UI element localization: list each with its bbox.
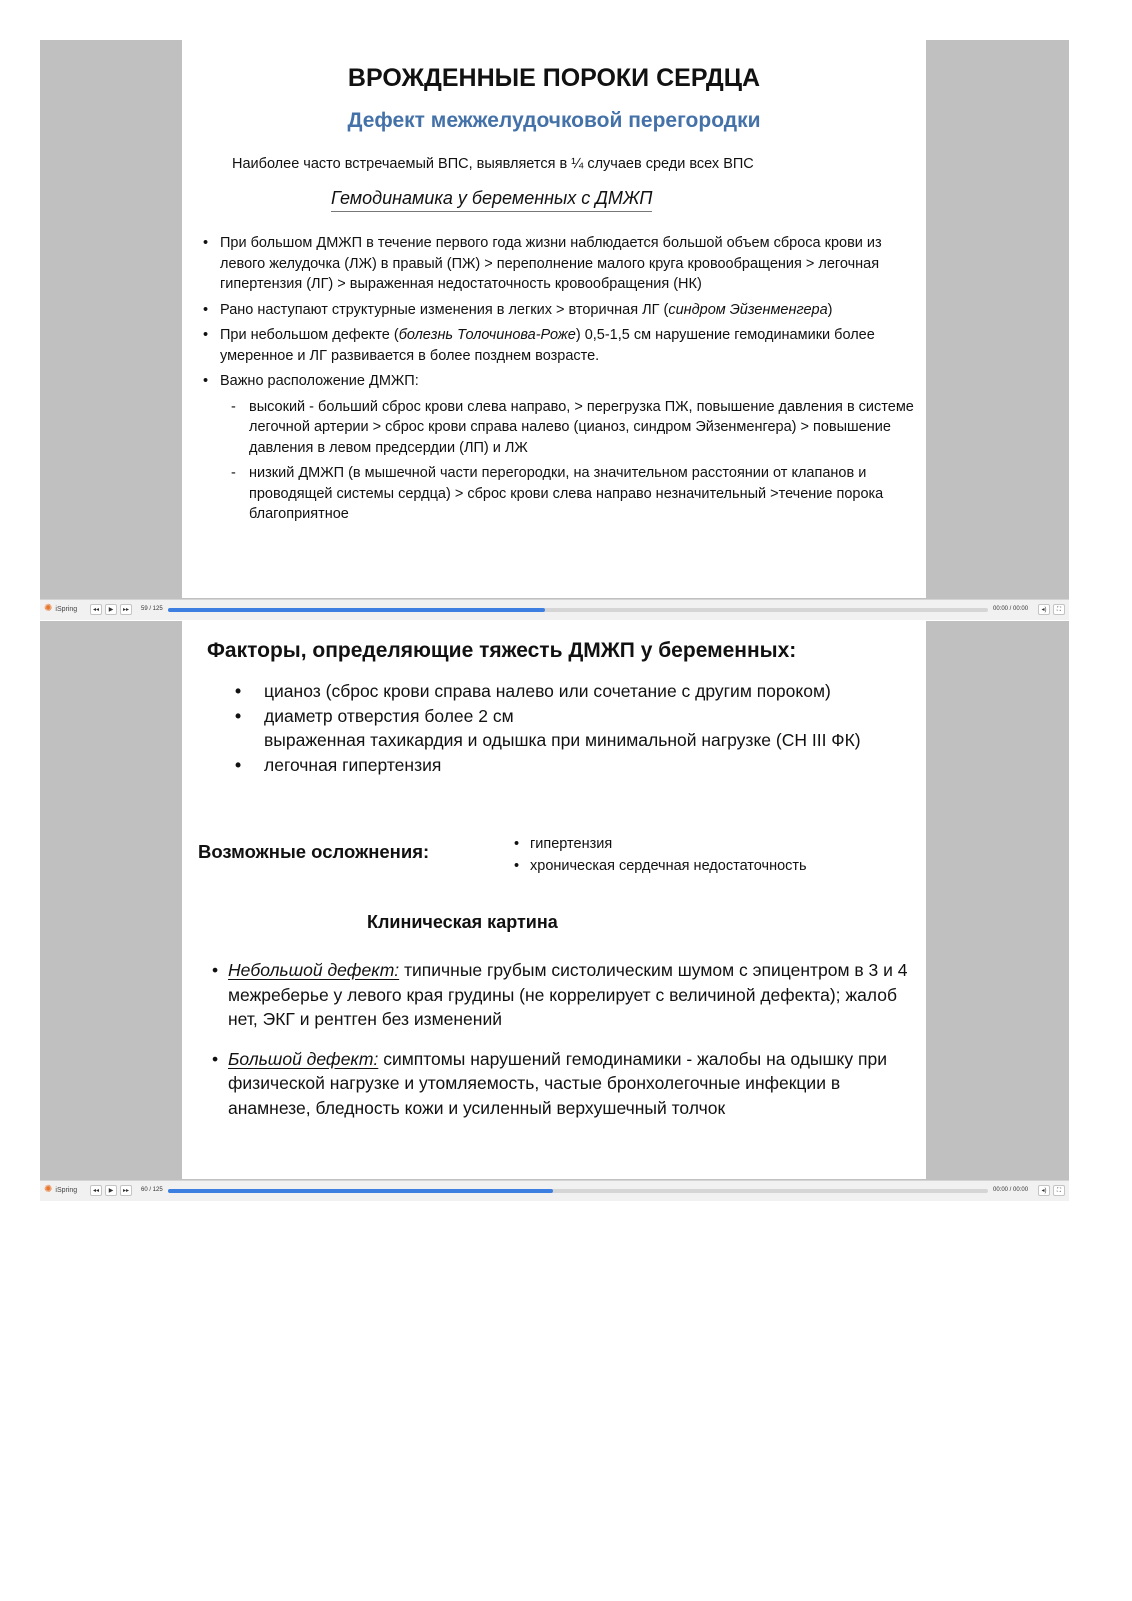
complications-list [512,833,807,877]
clinical-heading: Клиническая картина [367,912,558,932]
list-item: • хроническая сердечная недостаточность [512,855,807,877]
slide-subtitle: Дефект межжелудочковой перегородки [347,109,761,132]
fullscreen-button[interactable] [1053,1185,1065,1196]
complications-label: Возможные осложнения: [198,841,430,862]
play-button[interactable] [105,604,117,615]
fullscreen-button[interactable] [1053,604,1065,615]
progress-bar[interactable] [168,608,988,612]
list-item: • Большой дефект: симптомы нарушений гемодинамики - жалобы на одышку при физической нагрузке и утомляемость, частые бронхолегочные инфекции в анамнезе, бледность кожи и усиленный верхушечный толчок [212,1047,912,1121]
intro-text: Наиболее часто встречаемый ВПС, выявляется в ¼ случаев среди всех ВПС [232,156,754,172]
first-slide-button[interactable] [90,604,102,615]
list-item: • Небольшой дефект: типичные грубым систолическим шумом с эпицентром в 3 и 4 межреберье у левого края грудины (не коррелирует с величиной дефекта); жалоб нет, ЭКГ и рентген без изменений [212,958,912,1032]
next-slide-button[interactable] [120,1185,132,1196]
ispring-logo: ✺ iSpring [44,1184,78,1195]
section-heading: Гемодинамика у беременных с ДМЖП [331,188,652,212]
skip-forward-icon: ▸▸ [122,1188,130,1194]
slide-title: ВРОЖДЕННЫЕ ПОРОКИ СЕРДЦА [347,64,761,92]
list-item: • легочная гипертензия [235,753,895,778]
slide-59 [182,40,926,598]
page-counter: 59 / 125 [141,606,163,612]
slide-viewer-2 [40,621,1069,1201]
list-item: выраженная тахикардия и одышка при минимальной нагрузке (СН III ФК) [264,730,861,750]
list-item: • При небольшом дефекте (болезнь Толочинова-Роже) 0,5-1,5 см нарушение гемодинамики более умеренное и ЛГ развивается в более позднем возрасте. [202,325,914,366]
play-button[interactable] [105,1185,117,1196]
ispring-logo: ✺ iSpring [44,603,78,614]
ispring-logo-icon: ✺ [44,603,53,614]
next-slide-button[interactable] [120,604,132,615]
volume-icon: ◂) [1041,607,1047,613]
slide-title: Факторы, определяющие тяжесть ДМЖП у беременных: [207,639,797,662]
time-display: 00:00 / 00:00 [993,1187,1029,1193]
progress-fill [168,608,545,612]
list-item: • цианоз (сброс крови справа налево или сочетание с другим пороком) [235,679,895,704]
list-item: • Рано наступают структурные изменения в легких > вторичная ЛГ (синдром Эйзенменгера) [202,300,914,321]
volume-icon: ◂) [1041,1188,1047,1194]
hemodynamics-list [202,233,914,530]
ispring-logo-icon: ✺ [44,1184,53,1195]
sublist-item: - низкий ДМЖП (в мышечной части перегородки, на значительном расстоянии от клапанов и проводящей системы сердца) > сброс крови слева направо незначительный >течение порока благоприятное [220,463,914,525]
player-toolbar [40,599,1069,620]
play-icon: ▶ [108,607,114,613]
first-slide-button[interactable] [90,1185,102,1196]
fullscreen-icon: ⛶ [1056,1188,1062,1194]
volume-button[interactable] [1038,604,1050,615]
list-item: • диаметр отверстия более 2 см [235,704,895,729]
skip-back-icon: ◂◂ [92,607,100,613]
list-item: • Важно расположение ДМЖП: - высокий - больший сброс крови слева направо, > перегрузка ПЖ, повышение давления в системе легочной артерии > сброс крови справа налево (цианоз, синдром Эйзенменгера) > повышение давления в левом предсердии (ЛП) и ЛЖ - низкий ДМЖП (в мышечной части перегородки, на значительном расстоянии от клапанов и проводящей системы сердца) > сброс крови слева направо незначительный >течение порока благоприятное [202,371,914,525]
sublist-item: - высокий - больший сброс крови слева направо, > перегрузка ПЖ, повышение давления в системе легочной артерии > сброс крови справа налево (цианоз, синдром Эйзенменгера) > повышение давления в левом предсердии (ЛП) и ЛЖ [220,397,914,459]
progress-fill [168,1189,553,1193]
clinical-list [212,958,912,1135]
location-sublist [220,397,914,525]
play-icon: ▶ [108,1188,114,1194]
slide-60 [182,621,926,1179]
page-counter: 60 / 125 [141,1187,163,1193]
skip-forward-icon: ▸▸ [122,607,130,613]
time-display: 00:00 / 00:00 [993,606,1029,612]
progress-bar[interactable] [168,1189,988,1193]
skip-back-icon: ◂◂ [92,1188,100,1194]
player-toolbar [40,1180,1069,1201]
list-item: • гипертензия [512,833,807,855]
volume-button[interactable] [1038,1185,1050,1196]
list-item: • При большом ДМЖП в течение первого года жизни наблюдается большой объем сброса крови из левого желудочка (ЛЖ) в правый (ПЖ) > переполнение малого круга кровообращения > легочная гипертензия (ЛГ) > выраженная недостаточность кровообращения (НК) [202,233,914,295]
fullscreen-icon: ⛶ [1056,607,1062,613]
severity-factors-list [235,679,895,777]
slide-viewer-1 [40,40,1069,620]
